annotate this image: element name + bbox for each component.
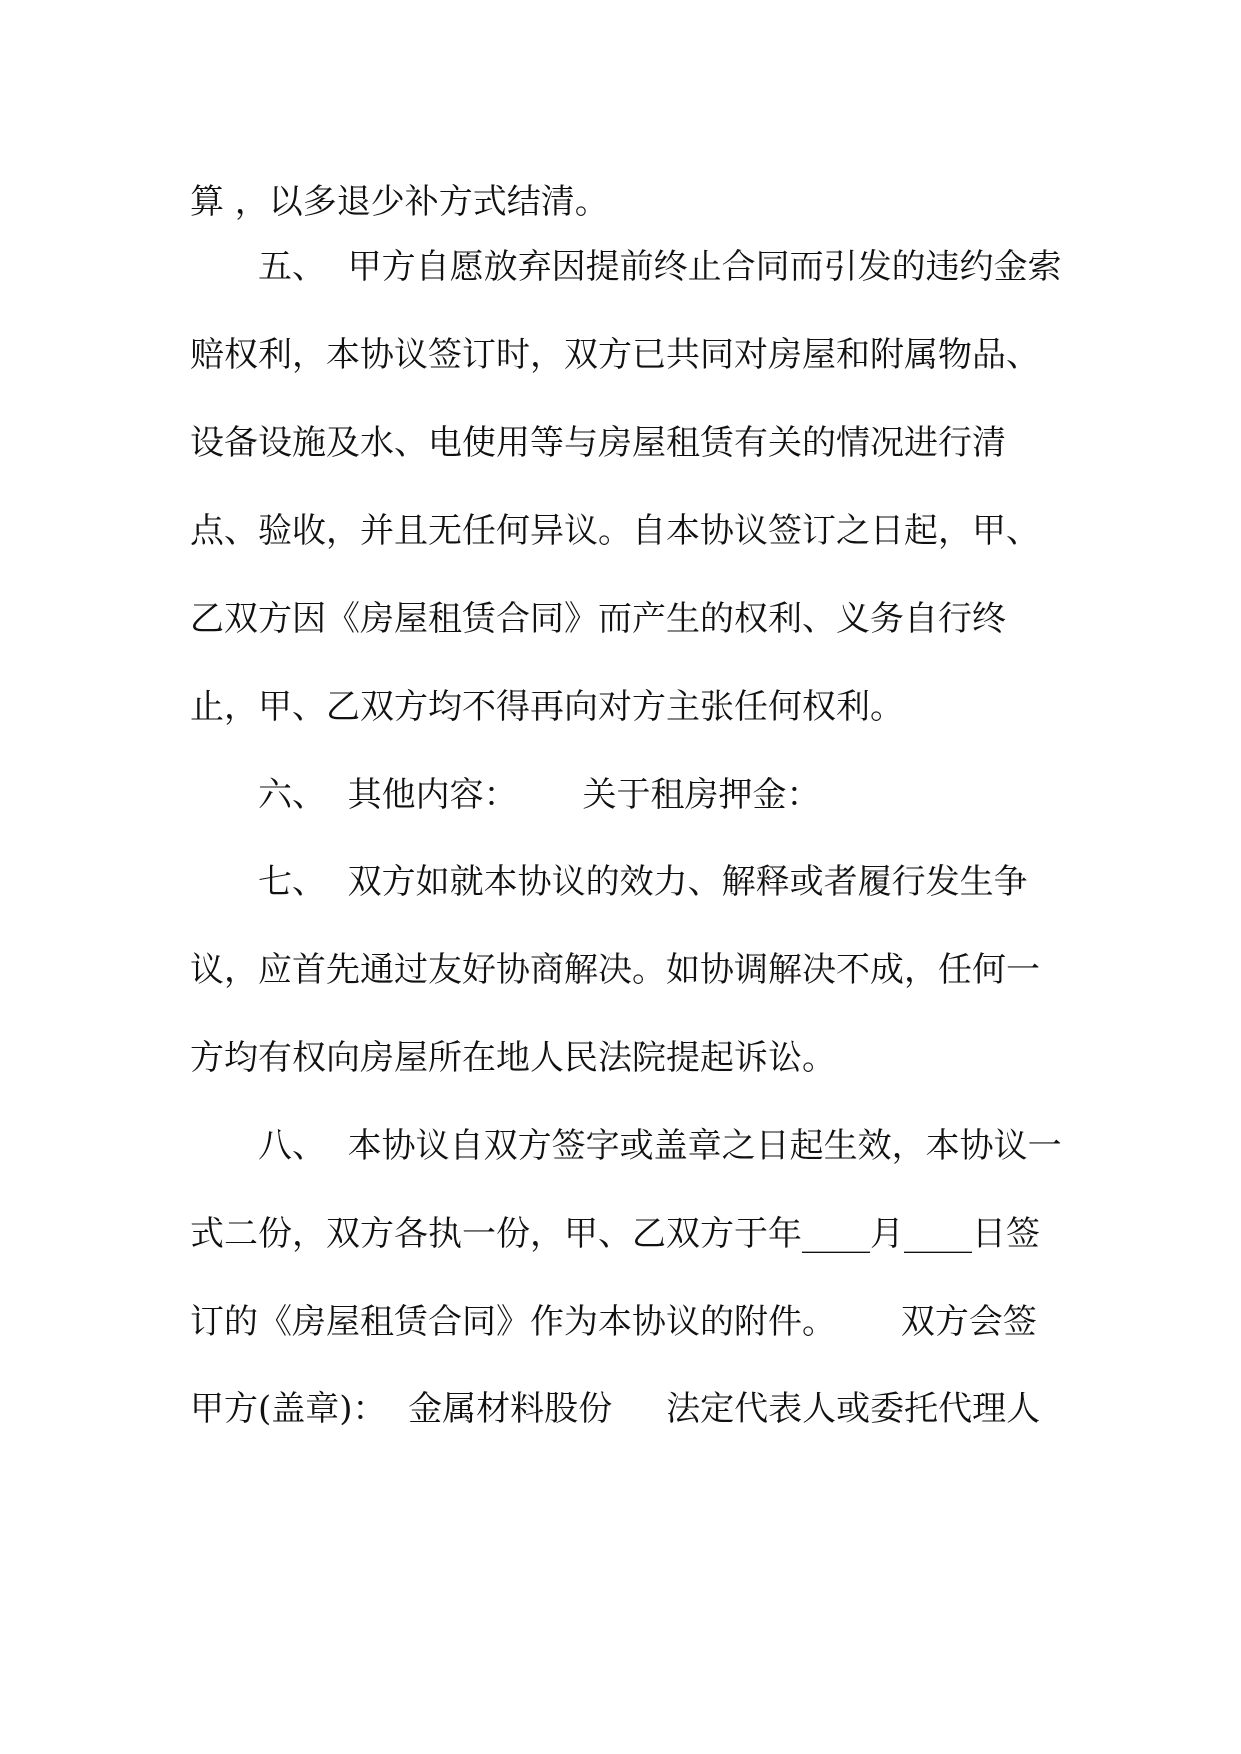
clause-eight-heading: 八、 本协议自双方签字或盖章之日起生效，本协议一	[258, 1126, 1062, 1166]
text-line: 订的《房屋租赁合同》作为本协议的附件。 双方会签	[190, 1302, 1037, 1342]
text-line: 方均有权向房屋所在地人民法院提起诉讼。	[190, 1038, 836, 1078]
signature-line: 甲方(盖章)： 金属材料股份 法定代表人或委托代理人	[190, 1389, 1041, 1429]
text-line: 止，甲、乙双方均不得再向对方主张任何权利。	[190, 687, 904, 727]
text-line: 点、验收，并且无任何异议。自本协议签订之日起，甲、	[190, 511, 1040, 551]
text-line: 式二份，双方各执一份，甲、乙双方于年____月____日签	[190, 1214, 1040, 1254]
text-line: 算 ，以多退少补方式结清。	[190, 182, 609, 222]
clause-five-heading: 五、 甲方自愿放弃因提前终止合同而引发的违约金索	[258, 247, 1062, 287]
text-line: 设备设施及水、电使用等与房屋租赁有关的情况进行清	[190, 423, 1006, 463]
text-line: 议，应首先通过友好协商解决。如协调解决不成，任何一	[190, 950, 1040, 990]
clause-seven-heading: 七、 双方如就本协议的效力、解释或者履行发生争	[258, 862, 1028, 902]
text-line: 赔权利，本协议签订时，双方已共同对房屋和附属物品、	[190, 335, 1040, 375]
text-line: 乙双方因《房屋租赁合同》而产生的权利、义务自行终	[190, 599, 1006, 639]
clause-six-heading: 六、 其他内容： 关于租房押金：	[258, 775, 821, 815]
